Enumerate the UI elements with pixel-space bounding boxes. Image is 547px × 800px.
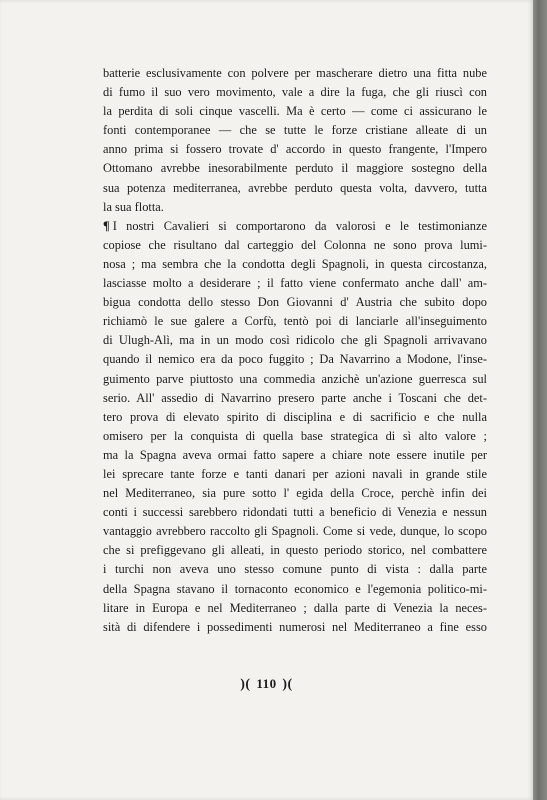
text-line: quando il nemico era da poco fuggito ; Da Navarrino a Modone, l'inse-	[103, 352, 487, 367]
text-line: tero prova di elevato spirito di disciplina e di sacrificio e che nulla	[103, 409, 487, 424]
text-line: anno prima si fossero trovate d' accordo in questo frangente, l'Impero	[103, 142, 487, 157]
text-line: bigua condotta dello stesso Don Giovanni d' Austria che subito dopo	[103, 295, 487, 310]
text-line: che si prefiggevano gli alleati, in questo periodo storico, nel combattere	[103, 543, 487, 558]
text-line: copiose che risultano dal carteggio del Colonna ne sono prova lumi-	[103, 237, 487, 252]
paragraph-start-line	[103, 217, 487, 236]
text-line: conti i successi sarebbero ridondati tutti a beneficio di Venezia e nessun	[103, 505, 487, 520]
text-line: la perdita di soli cinque vascelli. Ma è certo — come ci assicurano le	[103, 104, 487, 119]
text-line: la sua flotta.	[103, 199, 164, 214]
page-number	[0, 676, 533, 693]
text-line: batterie esclusivamente con polvere per mascherare dietro una fitta nube	[103, 66, 487, 80]
text-line: fonti contemporanee — che se tutte le forze cristiane alleate di un	[103, 123, 487, 138]
text-line: i turchi non aveva uno stesso comune punto di vista : dalla parte	[103, 562, 487, 577]
text-line: vantaggio avrebbero raccolto gli Spagnoli. Come si vede, dunque, lo scopo	[103, 524, 487, 539]
text-line: nosa ; ma sembra che la condotta degli Spagnoli, in questa circostanza,	[103, 256, 487, 271]
text-line: sità di difendere i possedimenti numerosi nel Mediterraneo a fine esso	[103, 619, 487, 634]
text-line: omisero per la conquista di quella base strategica di sì alto valore ;	[103, 428, 487, 443]
text-line: nel Mediterraneo, sia pure sotto l' egida della Croce, perchè infin dei	[103, 486, 487, 501]
pilcrow-icon: ¶	[103, 218, 110, 233]
text-line: ma la Spagna aveva ormai fatto sapere a chiare note essere inutile per	[103, 447, 487, 462]
text-line: lasciasse molto a desiderare ; il fatto viene confermato anche dall' am-	[103, 276, 487, 291]
text-line: I nostri Cavalieri si comportarono da valorosi e le testimonianze	[112, 218, 487, 233]
text-line: lei sprecare tante forze e tanti danari per azioni navali in grande stile	[103, 466, 487, 481]
text-line: di fumo il suo vero movimento, vale a dire la fuga, che gli riuscì con	[103, 85, 487, 100]
text-line: sua potenza mediterranea, avrebbe perduto questa volta, davvero, tutta	[103, 180, 487, 195]
text-line: richiamò le sue galere a Corfù, tentò poi di lanciarle all'inseguimento	[103, 314, 487, 329]
body-text	[103, 64, 487, 637]
text-line: Ottomano avrebbe inesorabilmente perduto il maggiore sostegno della	[103, 161, 487, 176]
text-line: della Spagna stavano il tornaconto economico e l'egemonia politico-mi-	[103, 581, 487, 596]
text-line: guimento parve piuttosto una commedia anzichè un'azione guerresca sul	[103, 371, 487, 386]
folio-number: 110	[256, 676, 277, 691]
text-line: litare in Europa e nel Mediterraneo ; dalla parte di Venezia la neces-	[103, 600, 487, 615]
folio-ornament-right: )(	[282, 677, 293, 692]
text-line: serio. All' assedio di Navarrino presero parte anche i Toscani che det-	[103, 390, 487, 405]
book-spine-edge	[533, 0, 547, 800]
folio-ornament-left: )(	[240, 677, 251, 692]
text-line: di Ulugh-Alì, ma in un modo così ridicolo che gli Spagnoli arrivavano	[103, 333, 487, 348]
